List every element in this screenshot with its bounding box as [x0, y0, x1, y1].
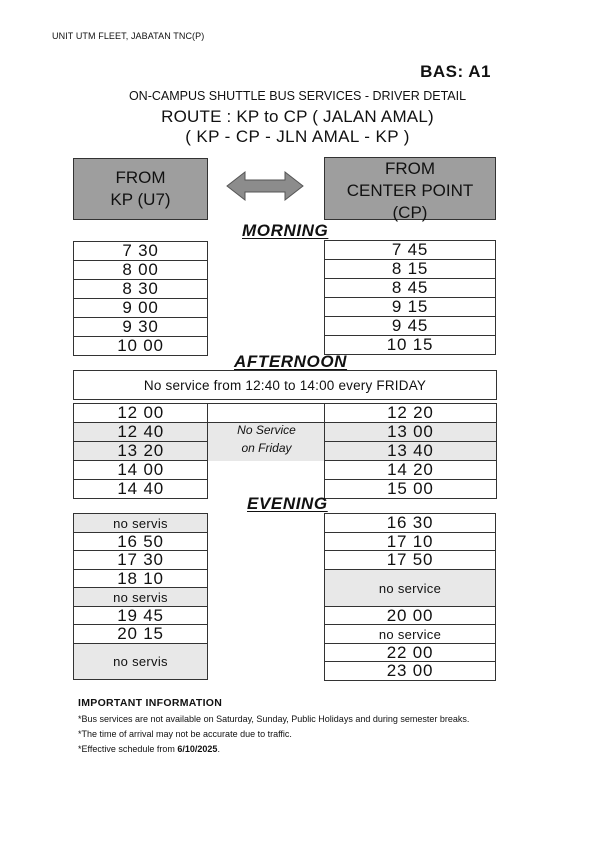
- time-cell: no servis: [74, 588, 207, 607]
- time-cell: no service: [325, 570, 495, 607]
- important-info: [78, 697, 518, 758]
- unit-name: UNIT UTM FLEET, JABATAN TNC(P): [52, 31, 205, 41]
- time-cell: 13 00: [325, 423, 496, 442]
- time-cell: 17 10: [325, 533, 495, 551]
- time-cell: 17 50: [325, 551, 495, 570]
- time-cell: 12 00: [74, 404, 208, 423]
- time-cell: 14 00: [74, 461, 208, 480]
- origin-kp-line2: KP (U7): [110, 190, 171, 209]
- evening-label: EVENING: [247, 494, 328, 513]
- origin-cp-line1: FROM: [384, 159, 436, 178]
- empty-cell: [208, 461, 324, 480]
- time-cell: 9 00: [74, 299, 207, 318]
- info-line: *Bus services are not available on Saturday, Sunday, Public Holidays and during semester breaks.: [78, 713, 470, 724]
- info-effective-prefix: *Effective schedule from: [78, 743, 178, 754]
- time-cell: 17 30: [74, 551, 207, 570]
- time-cell: 7 45: [325, 241, 495, 260]
- morning-label: MORNING: [242, 221, 329, 240]
- evening-kp-column: [73, 513, 208, 680]
- time-cell: no servis: [74, 514, 207, 533]
- time-cell: 16 50: [74, 533, 207, 551]
- morning-cp-column: [324, 240, 496, 355]
- info-line: [78, 743, 518, 756]
- time-cell: 13 20: [74, 442, 208, 461]
- time-cell: 16 30: [325, 514, 495, 533]
- note-line1: No Service: [237, 423, 296, 437]
- time-cell: 19 45: [74, 607, 207, 625]
- time-cell: 23 00: [325, 662, 495, 681]
- page-subtitle: ON-CAMPUS SHUTTLE BUS SERVICES - DRIVER DETAIL: [128, 89, 467, 103]
- time-cell: 10 15: [325, 336, 495, 355]
- info-effective-suffix: .: [217, 743, 220, 754]
- time-cell: 8 45: [325, 279, 495, 298]
- time-cell: 13 40: [325, 442, 496, 461]
- time-cell: 20 00: [325, 607, 495, 625]
- time-cell: 14 40: [74, 480, 208, 499]
- origin-cp-line3: (CP): [392, 203, 428, 222]
- time-cell: 14 20: [325, 461, 496, 480]
- time-cell: 20 15: [74, 625, 207, 644]
- origin-kp-box: [73, 158, 208, 220]
- origin-kp-line1: FROM: [115, 168, 166, 187]
- origin-cp-line2: CENTER POINT: [346, 181, 474, 200]
- double-arrow-icon: [225, 168, 305, 204]
- info-title: IMPORTANT INFORMATION: [78, 697, 223, 709]
- time-cell: 8 30: [74, 280, 207, 299]
- friday-notice: No service from 12:40 to 14:00 every FRIDAY: [73, 370, 497, 400]
- time-cell: 12 40: [74, 423, 208, 442]
- route-stops: ( KP - CP - JLN AMAL - KP ): [185, 127, 410, 146]
- time-cell: 10 00: [74, 337, 207, 356]
- time-cell: 9 15: [325, 298, 495, 317]
- time-cell: no service: [325, 625, 495, 644]
- time-cell: no servis: [74, 644, 207, 680]
- info-line: *The time of arrival may not be accurate due to traffic.: [78, 728, 292, 739]
- origin-cp-box: [324, 157, 496, 220]
- time-cell: 8 00: [74, 261, 207, 280]
- note-line2: on Friday: [241, 441, 292, 455]
- info-effective-date: 6/10/2025: [177, 743, 218, 754]
- time-cell: 8 15: [325, 260, 495, 279]
- time-cell: 9 45: [325, 317, 495, 336]
- time-cell: 7 30: [74, 242, 207, 261]
- table-row: [74, 461, 496, 480]
- bus-code: BAS: A1: [420, 62, 491, 81]
- time-cell: 18 10: [74, 570, 207, 588]
- evening-cp-column: [324, 513, 496, 681]
- time-cell: 15 00: [325, 480, 496, 499]
- route-title: ROUTE : KP to CP ( JALAN AMAL): [161, 107, 434, 126]
- time-cell: 9 30: [74, 318, 207, 337]
- morning-kp-column: [73, 241, 208, 356]
- time-cell: 22 00: [325, 644, 495, 662]
- afternoon-label: AFTERNOON: [234, 352, 348, 371]
- friday-no-service-note: [208, 421, 325, 459]
- time-cell: 12 20: [325, 404, 496, 423]
